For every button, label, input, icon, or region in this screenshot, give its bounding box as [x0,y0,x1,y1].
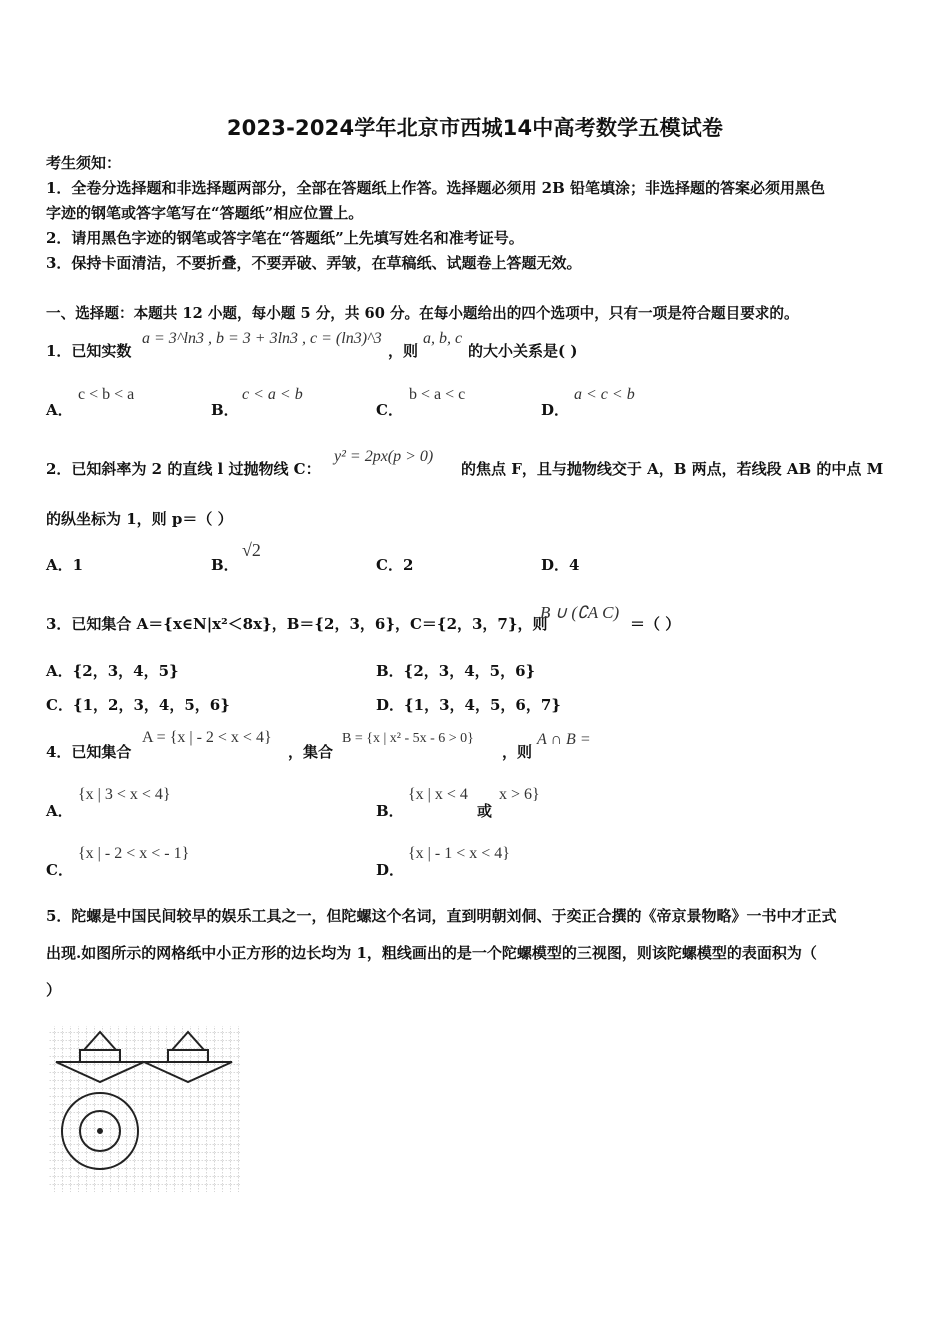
notice-line-1a: 1．全卷分选择题和非选择题两部分，全部在答题纸上作答。选择题必须用 2B 铅笔填涂；非选择题的答案必须用黑色 [46,179,826,197]
q4-intersection: A ∩ B = [537,731,591,748]
q3-stem: 3．已知集合 A＝{x∈N|x²＜8x}，B＝{2，3，6}，C＝{2，3，7}，则 [46,615,548,633]
q4-option-b-label: B． [376,802,404,820]
q2-stem: 2．已知斜率为 2 的直线 l 过抛物线 C： [46,460,321,478]
q2-option-d: D．4 [541,556,580,574]
q1-then: ，则 [388,342,419,360]
q4-set-b: B = {x | x² - 5x - 6 > 0} [342,731,474,746]
three-view-figure [46,1024,242,1194]
q1-option-d-label: D． [541,401,570,419]
q4-option-d: {x | - 1 < x < 4} [408,845,510,862]
q4-stem: 4．已知集合 [46,743,132,761]
q2-option-b: √2 [242,540,261,560]
q4-option-c-label: C． [46,861,73,879]
q1-option-b-label: B． [211,401,239,419]
q3-tail: ＝（ ） [630,615,681,633]
q2-option-a: A．1 [46,556,84,574]
q4-option-a-label: A． [46,802,73,820]
q3-expression: B ∪ (∁A C) [540,603,620,622]
q1-option-d: a < c < b [574,386,635,403]
q4-then: ，则 [502,743,533,761]
q3-option-a: A．{2，3，4，5} [46,662,179,680]
q2-tail: 的焦点 F，且与抛物线交于 A，B 两点，若线段 AB 的中点 M [461,460,884,478]
q4-option-b-part2: x > 6} [499,786,540,803]
q1-expression: a = 3^ln3 , b = 3 + 3ln3 , c = (ln3)^3 [142,330,382,347]
notice-heading: 考生须知： [46,154,122,172]
q5-line-3: ） [46,981,62,999]
q4-set-a: A = {x | - 2 < x < 4} [142,729,272,746]
q4-option-b-part1: {x | x < 4 [408,786,468,803]
page-title: 2023-2024学年北京市西城14中高考数学五模试卷 [226,116,724,140]
grid-paper [48,1026,240,1192]
q1-vars: a, b, c [423,330,463,347]
notice-line-3: 3．保持卡面清洁，不要折叠，不要弄破、弄皱，在草稿纸、试题卷上答题无效。 [46,254,582,272]
q1-option-b: c < a < b [242,386,303,403]
q1-option-c-label: C． [376,401,403,419]
q2-option-c: C．2 [376,556,414,574]
q4-mid: ，集合 [288,743,334,761]
q1-option-c: b < a < c [409,386,466,403]
q3-option-b: B．{2，3，4，5，6} [376,662,536,680]
q3-option-c: C．{1，2，3，4，5，6} [46,696,230,714]
q4-option-a: {x | 3 < x < 4} [78,786,171,803]
q2-expression: y² = 2px(p > 0) [334,448,434,465]
q5-line-2: 出现.如图所示的网格纸中小正方形的边长均为 1，粗线画出的是一个陀螺模型的三视图，则该陀螺模型的表面积为（ [46,944,817,962]
q1-option-a-label: A． [46,401,73,419]
q4-option-d-label: D． [376,861,405,879]
notice-line-2: 2．请用黑色字迹的钢笔或答字笔在“答题纸”上先填写姓名和准考证号。 [46,229,524,247]
q1-tail: 的大小关系是( ) [468,342,578,360]
q4-option-c: {x | - 2 < x < - 1} [78,845,190,862]
notice-line-1b: 字迹的钢笔或答字笔写在“答题纸”相应位置上。 [46,204,364,222]
q3-option-d: D．{1，3，4，5，6，7} [376,696,561,714]
q2-option-b-label: B． [211,556,239,574]
q2-line-2: 的纵坐标为 1，则 p＝（ ） [46,510,233,528]
q1-option-a: c < b < a [78,386,135,403]
q5-line-1: 5．陀螺是中国民间较早的娱乐工具之一，但陀螺这个名词，直到明朝刘侗、于奕正合撰的《帝京景物略》一书中才正式 [46,907,837,925]
q4-option-b-or: 或 [477,802,493,820]
section-heading: 一、选择题：本题共 12 小题，每小题 5 分，共 60 分。在每小题给出的四个选项中，只有一项是符合题目要求的。 [46,305,799,322]
q1-stem: 1．已知实数 [46,342,132,360]
